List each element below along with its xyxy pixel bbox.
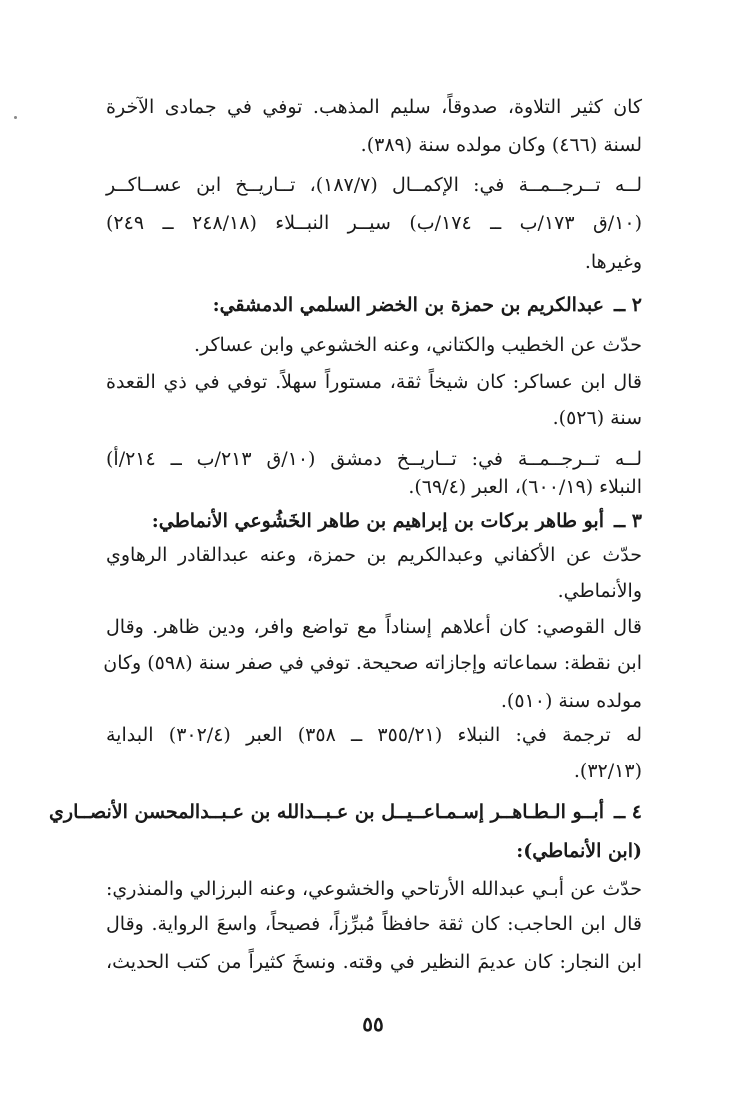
text-line: (٣٢/١٣). bbox=[573, 760, 642, 782]
text-line: ابن النجار: كان عديمَ النظير في وقته. ونسخَ كثيراً من كتب الحديث، bbox=[106, 951, 642, 973]
entry-heading: أبــو الـطـاهــر إسـمـاعــيــل بن عـبــدالله بن عـبــدالمحسن الأنصــاري bbox=[49, 801, 604, 823]
entry-number: ٣ ــ bbox=[614, 510, 642, 532]
text-line: كان كثير التلاوة، صدوقاً، سليم المذهب. توفي في جمادى الآخرة bbox=[106, 96, 642, 118]
text-line: حدّث عن الخطيب والكتاني، وعنه الخشوعي وابن عساكر. bbox=[193, 334, 642, 356]
text-line: قال القوصي: كان أعلاهم إسناداً مع تواضع وافر، ودين ظاهر. وقال bbox=[106, 616, 642, 638]
text-line: له ترجمة في: النبلاء (٣٥٥/٢١ ــ ٣٥٨) العبر (٣٠٢/٤) البداية bbox=[106, 724, 642, 746]
entry-heading: أبو طاهر بركات بن إبراهيم بن طاهر الخَشُوعي الأنماطي: bbox=[151, 510, 604, 532]
text-line: وغيرها. bbox=[584, 251, 642, 273]
text-line: حدّث عن الأكفاني وعبدالكريم بن حمزة، وعنه عبدالقادر الرهاوي bbox=[106, 544, 642, 566]
text-line: لــه تــرجــمــة في: تــاريــخ دمشق (١٠/ق ٢١٣/ب ــ ٢١٤/أ) bbox=[106, 448, 642, 470]
page-number: ٥٥ bbox=[362, 1012, 384, 1036]
entry-heading-cont: (ابن الأنماطي): bbox=[516, 840, 642, 862]
text-line: لــه تــرجــمــة في: الإكمــال (١٨٧/٧)، تــاريــخ ابن عســاكــر bbox=[106, 174, 642, 196]
text-line: والأنماطي. bbox=[557, 580, 642, 602]
entry-number: ٢ ــ bbox=[614, 294, 642, 316]
text-line: مولده سنة (٥١٠). bbox=[500, 690, 642, 712]
text-line: حدّث عن أبـي عبدالله الأرتاحي والخشوعي، وعنه البرزالي والمنذري: bbox=[106, 878, 642, 900]
entry-number: ٤ ــ bbox=[614, 801, 642, 823]
text-line: ابن نقطة: سماعاته وإجازاته صحيحة. توفي في صفر سنة (٥٩٨) وكان bbox=[103, 652, 642, 674]
text-line: سنة (٥٢٦). bbox=[552, 407, 642, 429]
text-line: قال ابن عساكر: كان شيخاً ثقة، مستوراً سهلاً. توفي في ذي القعدة bbox=[106, 371, 642, 393]
text-line: (١٠/ق ١٧٣/ب ــ ١٧٤/ب) سيــر النبــلاء (٢٤٨/١٨ ــ ٢٤٩) bbox=[106, 212, 642, 234]
margin-mark bbox=[14, 116, 17, 119]
text-line: قال ابن الحاجب: كان ثقة حافظاً مُبرِّزاً، فصيحاً، واسعَ الرواية. وقال bbox=[106, 913, 642, 935]
entry-heading: عبدالكريم بن حمزة بن الخضر السلمي الدمشقي: bbox=[212, 294, 604, 316]
text-line: لسنة (٤٦٦) وكان مولده سنة (٣٨٩). bbox=[360, 134, 642, 156]
text-line: النبلاء (٦٠٠/١٩)، العبر (٦٩/٤). bbox=[408, 476, 642, 498]
